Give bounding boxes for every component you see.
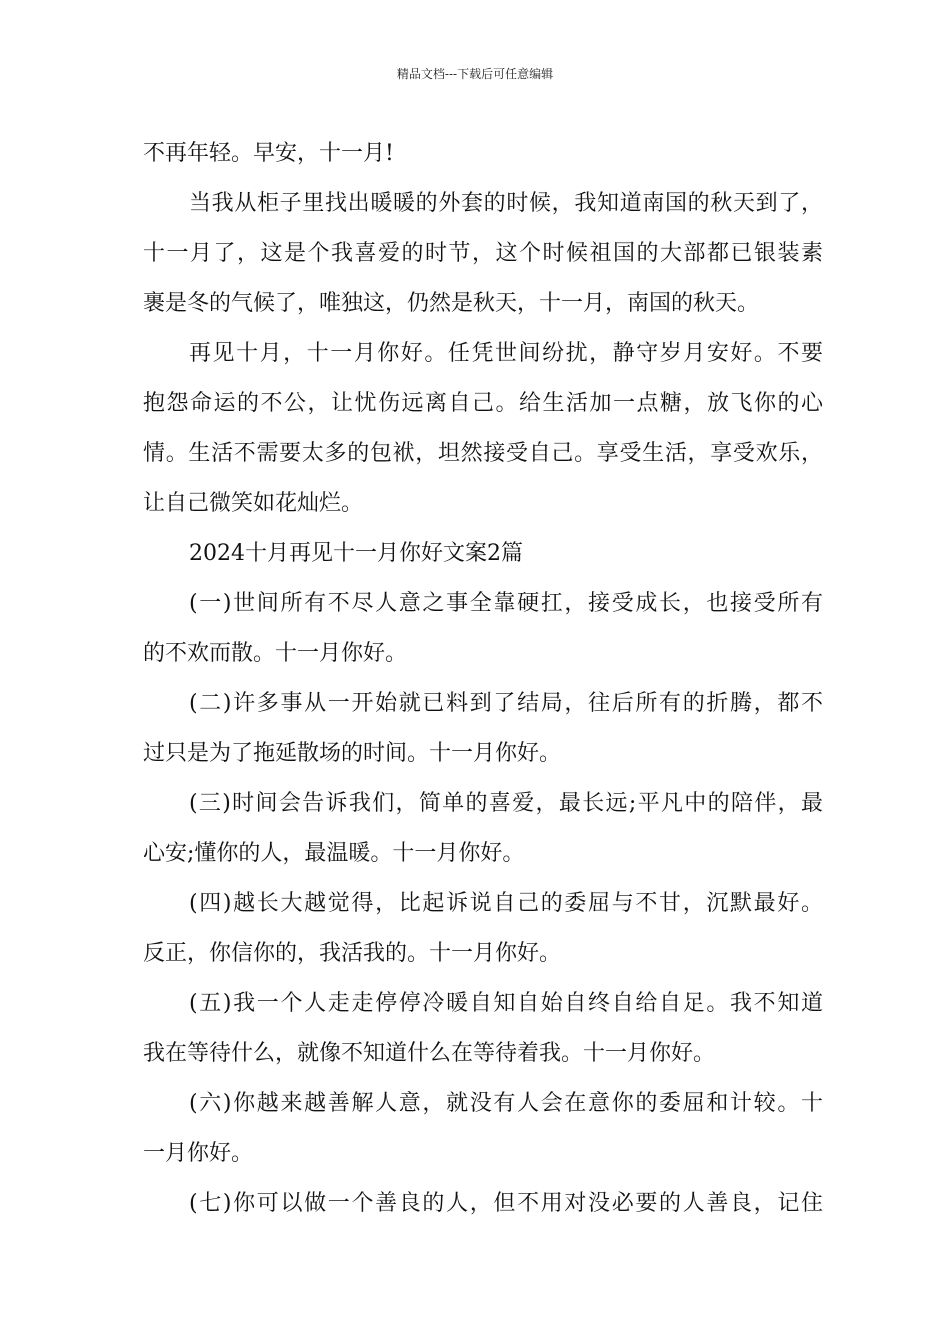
text-line: (七)你可以做一个善良的人，但不用对没必要的人善良，记住: [189, 1191, 823, 1216]
text-line: (二)许多事从一开始就已料到了结局，往后所有的折腾，都不: [189, 691, 823, 716]
text-line: 2024十月再见十一月你好文案2篇: [189, 541, 523, 566]
text-line: 的不欢而散。十一月你好。: [143, 641, 408, 666]
text-line: (六)你越来越善解人意，就没有人会在意你的委屈和计较。十: [189, 1091, 823, 1116]
text-line: 反正，你信你的，我活我的。十一月你好。: [143, 941, 562, 966]
text-line: (一)世间所有不尽人意之事全靠硬扛，接受成长，也接受所有: [189, 591, 823, 616]
text-line: 情。生活不需要太多的包袱，坦然接受自己。享受生活，享受欢乐，: [143, 441, 823, 466]
text-line: 抱怨命运的不公，让忧伤远离自己。给生活加一点糖，放飞你的心: [143, 391, 823, 416]
text-line: (三)时间会告诉我们，简单的喜爱，最长远;平凡中的陪伴，最: [189, 791, 823, 816]
text-line: 不再年轻。早安，十一月!: [143, 141, 394, 166]
document-body: [143, 129, 823, 1229]
text-line: 当我从柜子里找出暖暖的外套的时候，我知道南国的秋天到了，: [189, 191, 823, 216]
page-header: 精品文档---下载后可任意编辑: [396, 67, 554, 81]
text-line: 心安;懂你的人，最温暖。十一月你好。: [143, 841, 525, 866]
text-line: 过只是为了拖延散场的时间。十一月你好。: [143, 741, 562, 766]
text-line: 再见十月，十一月你好。任凭世间纷扰，静守岁月安好。不要: [189, 341, 823, 366]
text-line: 我在等待什么，就像不知道什么在等待着我。十一月你好。: [143, 1041, 716, 1066]
text-line: (四)越长大越觉得，比起诉说自己的委屈与不甘，沉默最好。: [189, 891, 823, 916]
text-line: 十一月了，这是个我喜爱的时节，这个时候祖国的大部都已银装素: [143, 241, 823, 266]
text-line: 让自己微笑如花灿烂。: [143, 491, 364, 516]
text-line: (五)我一个人走走停停冷暖自知自始自终自给自足。我不知道: [189, 991, 823, 1016]
text-line: 一月你好。: [143, 1141, 254, 1166]
text-line: 裹是冬的气候了，唯独这，仍然是秋天，十一月，南国的秋天。: [143, 291, 760, 316]
